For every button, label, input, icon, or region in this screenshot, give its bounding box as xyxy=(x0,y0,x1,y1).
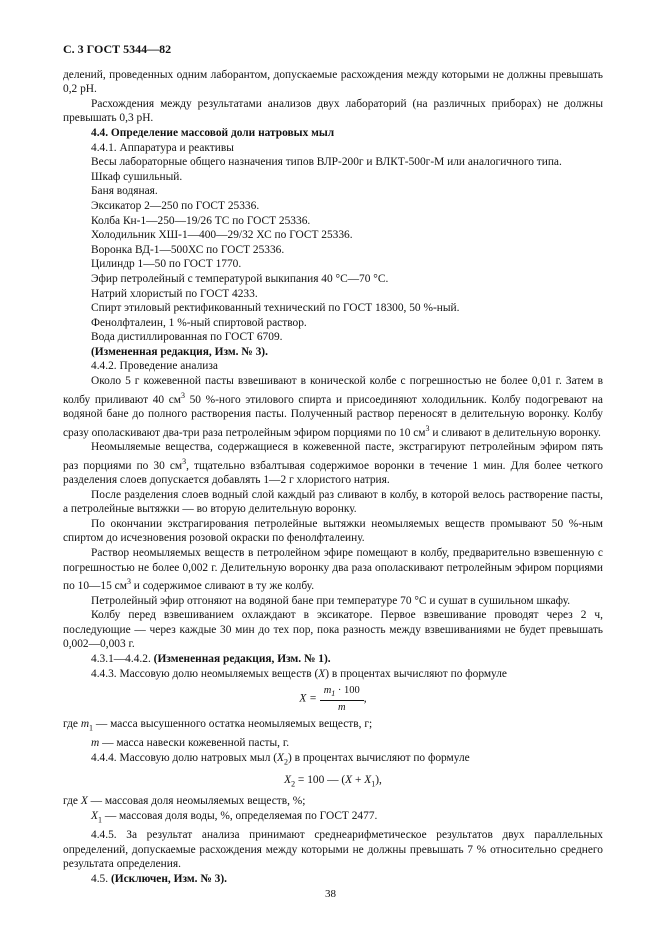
formula-unsaponifiable: X = $\frac{m_1 \cdot 100}{m}$ , xyxy=(299,685,367,714)
formula-fraction: $\frac{m_1 \cdot 100}{m}$ xyxy=(320,684,364,714)
subsection-heading: 4.4.3. Массовую долю неомыляемых веществ (X) в процентах вычисляют по формуле xyxy=(91,667,507,680)
paragraph: Около 5 г кожевенной пасты взвешивают в конической колбе с погрешностью не более 0,01 г. Затем в колбу приливают 40 $см^3$ 50 %-ного этилового спирта и присоединяют холодильник. Колбу подогревают на водяной бане до полного растворения пасты. Полученный раствор переносят в делительную воронку. Колбу сразу ополаскивают два-три раза петролейным эфиром порциями по 10 $см^3$ и сливают в делительную воронку. xyxy=(63,375,603,439)
paragraph: Раствор неомыляемых веществ в петролейном эфире помещают в колбу, предварительно взвешенную с погрешностью не более 0,002 г. Делительную воронку два раза ополаскивают петролейным эфиром порциями по 10—15 $см^3$ и содержимое сливают в ту же колбу. xyxy=(63,546,603,592)
page-number: 38 xyxy=(325,888,336,900)
equipment-item: Фенолфталеин, 1 %-ный спиртовой раствор. xyxy=(91,316,307,329)
paragraph: Расхождения между результатами анализов двух лабораторий (на различных приборах) не должны превышать 0,3 рН. xyxy=(63,97,603,125)
edition-note: 4.3.1—4.4.2. (Измененная редакция, Изм. № 1). xyxy=(91,652,331,665)
paragraph: По окончании экстрагирования петролейные вытяжки неомыляемых веществ промывают 50 %-ным спиртом до исчезновения розовой окраски по фенолфталеину. xyxy=(63,517,603,545)
formula-soaps: $X_2 = 100$ — $(X + X_1)$, xyxy=(284,773,382,788)
equipment-item: Натрий хлористый по ГОСТ 4233. xyxy=(91,287,258,300)
equipment-list xyxy=(63,170,603,345)
equipment-item: Холодильник ХШ-1—400—29/32 ХС по ГОСТ 25336. xyxy=(91,229,353,242)
equipment-item: Эфир петролейный с температурой выкипания 40 °С—70 °С. xyxy=(91,272,389,285)
paragraph: Петролейный эфир отгоняют на водяной бане при температуре 70 °С и сушат в сушильном шкафу. xyxy=(91,594,571,607)
paragraph: После разделения слоев водный слой каждый раз сливают в колбу, в которой велось растворение пасты, а петролейные вытяжки — во вторую делительную воронку. xyxy=(63,488,603,516)
equipment-item: Спирт этиловый ректификованный технический по ГОСТ 18300, 50 %-ный. xyxy=(91,302,460,315)
edition-note: (Измененная редакция, Изм. № 3). xyxy=(91,345,268,358)
paragraph: Колбу перед взвешиванием охлаждают в эксикаторе. Первое взвешивание проводят через 2 ч, последующие — через каждые 30 мин до тех пор, пока разность между взвешиваниями не будет превышать 0,002—0,003 г. xyxy=(63,609,603,651)
formula-legend: где $m_1$ — масса высушенного остатка неомыляемых веществ, г; xyxy=(63,718,373,733)
paragraph: Весы лабораторные общего назначения типов ВЛР-200г и ВЛКТ-500г-М или аналогичного типа. xyxy=(91,156,562,169)
subsection-heading: 4.4.2. Проведение анализа xyxy=(91,360,218,373)
formula-legend: где X — массовая доля неомыляемых веществ, %; xyxy=(63,795,306,808)
equipment-item: Вода дистиллированная по ГОСТ 6709. xyxy=(91,331,283,344)
page-header: С. 3 ГОСТ 5344—82 xyxy=(63,42,172,56)
formula-legend: $X_1$ — массовая доля воды, %, определяемая по ГОСТ 2477. xyxy=(91,810,378,825)
equipment-item: Шкаф сушильный. xyxy=(91,170,183,183)
subsection-heading: 4.4.1. Аппаратура и реактивы xyxy=(91,141,234,154)
subsection-heading: 4.4.4. Массовую долю натровых мыл $(X_2)$ в процентах вычисляют по формуле xyxy=(91,751,470,766)
paragraph: 4.4.5. За результат анализа принимают среднеарифметическое результатов двух параллельных определений, допускаемые расхождения между которыми не должны превышать 7 % относительно среднего результата определения. xyxy=(63,828,603,871)
equipment-item: Колба Кн-1—250—19/26 ТС по ГОСТ 25336. xyxy=(91,214,311,227)
section-heading: 4.4. Определение массовой доли натровых мыл xyxy=(91,126,335,139)
formula-legend: m — масса навески кожевенной пасты, г. xyxy=(91,737,290,750)
paragraph: делений, проведенных одним лаборантом, допускаемые расхождения между которыми не должны превышать 0,2 рН. xyxy=(63,68,603,96)
equipment-item: Цилиндр 1—50 по ГОСТ 1770. xyxy=(91,258,242,271)
paragraph: Неомыляемые вещества, содержащиеся в кожевенной пасте, экстрагируют петролейным эфиром пять раз порциями по 30 $см^3$, тщательно взбалтывая содержимое воронки в течение 1 мин. Для более четкого разделения слоев допускается добавлять 1—2 г хлористого натрия. xyxy=(63,441,603,487)
equipment-item: Баня водяная. xyxy=(91,185,158,198)
equipment-item: Эксикатор 2—250 по ГОСТ 25336. xyxy=(91,199,260,212)
document-page xyxy=(63,42,603,886)
equipment-item: Воронка ВД-1—500ХС по ГОСТ 25336. xyxy=(91,243,285,256)
edition-note: 4.5. (Исключен, Изм. № 3). xyxy=(91,872,227,885)
